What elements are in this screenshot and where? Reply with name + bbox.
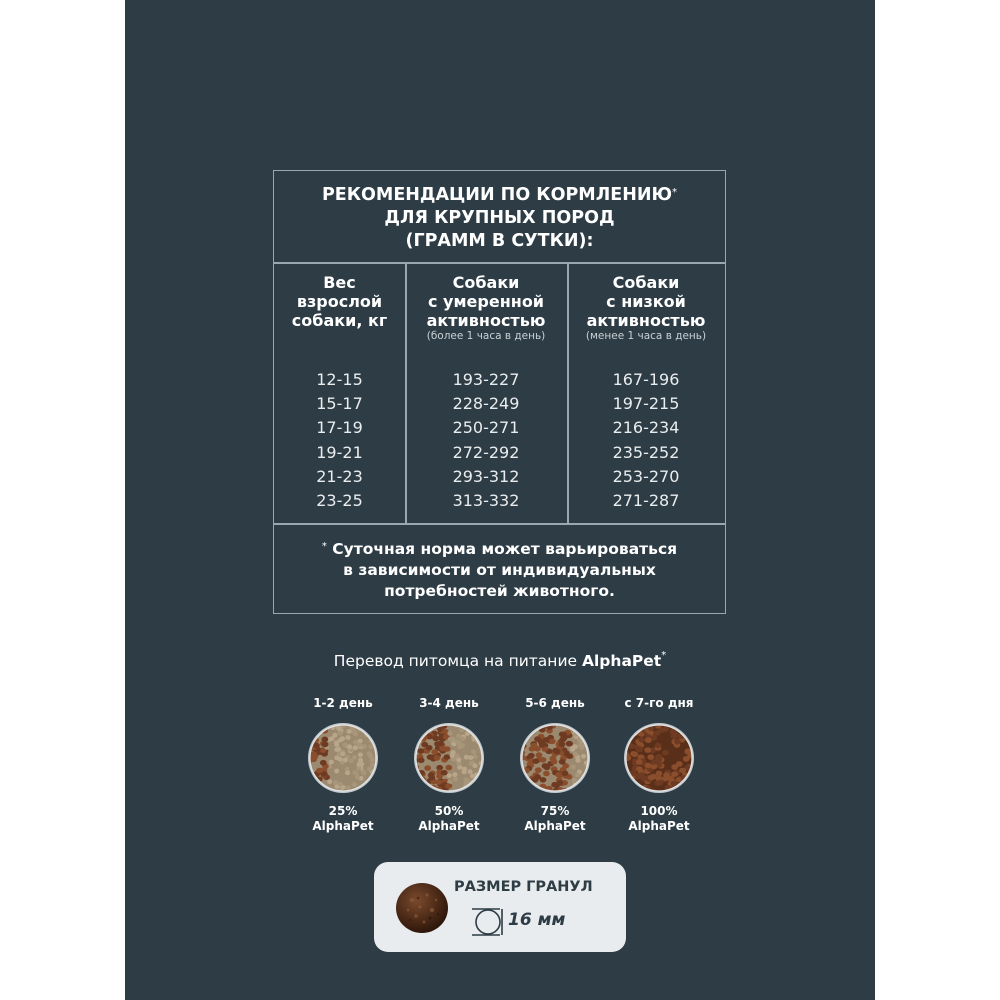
stage-3-percent: 75% AlphaPet [524, 804, 586, 833]
table-cell: 228-249 [452, 394, 520, 414]
bowl-100-percent-icon [623, 722, 695, 794]
column-low-values [567, 368, 725, 513]
granule-size-title: РАЗМЕР ГРАНУЛ [454, 879, 593, 895]
feeding-table [273, 170, 726, 614]
stage-3-day: 5-6 день [525, 696, 585, 710]
table-cell: 253-270 [612, 466, 680, 486]
bowl-75-percent-icon [519, 722, 591, 794]
table-cell: 21-23 [316, 466, 363, 486]
table-title-line-2: ДЛЯ КРУПНЫХ ПОРОД [384, 208, 615, 228]
table-note-line-2: в зависимости от индивидуальных [343, 561, 656, 579]
transition-title: Перевод питомца на питание AlphaPet* [333, 650, 667, 670]
table-cell: 272-292 [452, 442, 520, 462]
table-cell: 271-287 [612, 491, 680, 511]
table-cell: 216-234 [612, 418, 680, 438]
bowl-50-percent-icon [413, 722, 485, 794]
column-sub-low: (менее 1 часа в день) [585, 330, 707, 342]
granule-size-card [374, 862, 626, 952]
table-cell: 12-15 [316, 370, 363, 389]
stage-1-percent: 25% AlphaPet [312, 804, 374, 833]
column-header-low: Собаки с низкой активностью [586, 273, 706, 330]
table-cell: 23-25 [316, 491, 363, 511]
table-cell: 19-21 [316, 442, 363, 462]
stage-4-day: с 7-го дня [624, 696, 694, 710]
table-divider-top [274, 262, 725, 264]
stage-2-day: 3-4 день [419, 696, 479, 710]
column-header-moderate: Собаки с умеренной активностью [426, 273, 546, 330]
table-divider-bottom [274, 523, 725, 525]
column-moderate-values [405, 368, 567, 513]
diameter-icon [466, 906, 506, 938]
table-cell: 15-17 [316, 394, 363, 414]
stage-4-percent: 100% AlphaPet [628, 804, 690, 833]
product-panel [125, 0, 875, 1000]
stage-2-percent: 50% AlphaPet [418, 804, 480, 833]
table-cell: 197-215 [612, 394, 680, 414]
granule-size-value: 16 мм [508, 910, 566, 930]
table-title-line-1: РЕКОМЕНДАЦИИ ПО КОРМЛЕНИЮ* [321, 185, 678, 205]
column-weight-values [274, 368, 405, 513]
table-cell: 293-312 [452, 466, 520, 486]
table-cell: 17-19 [316, 418, 363, 438]
table-cell: 313-332 [452, 491, 520, 511]
table-note-line-3: потребностей животного. [384, 582, 615, 600]
stage-1-day: 1-2 день [313, 696, 373, 710]
table-title-line-3: (ГРАММ В СУТКИ): [405, 231, 594, 251]
column-header-weight: Вес взрослой собаки, кг [291, 273, 388, 330]
bowl-25-percent-icon [307, 722, 379, 794]
table-cell: 193-227 [452, 370, 520, 389]
granule-icon [394, 880, 450, 936]
table-note-line-1: * Суточная норма может варьироваться [321, 540, 678, 558]
table-cell: 235-252 [612, 442, 680, 462]
column-sub-moderate: (более 1 часа в день) [426, 330, 546, 342]
table-cell: 250-271 [452, 418, 520, 438]
table-cell: 167-196 [612, 370, 680, 389]
